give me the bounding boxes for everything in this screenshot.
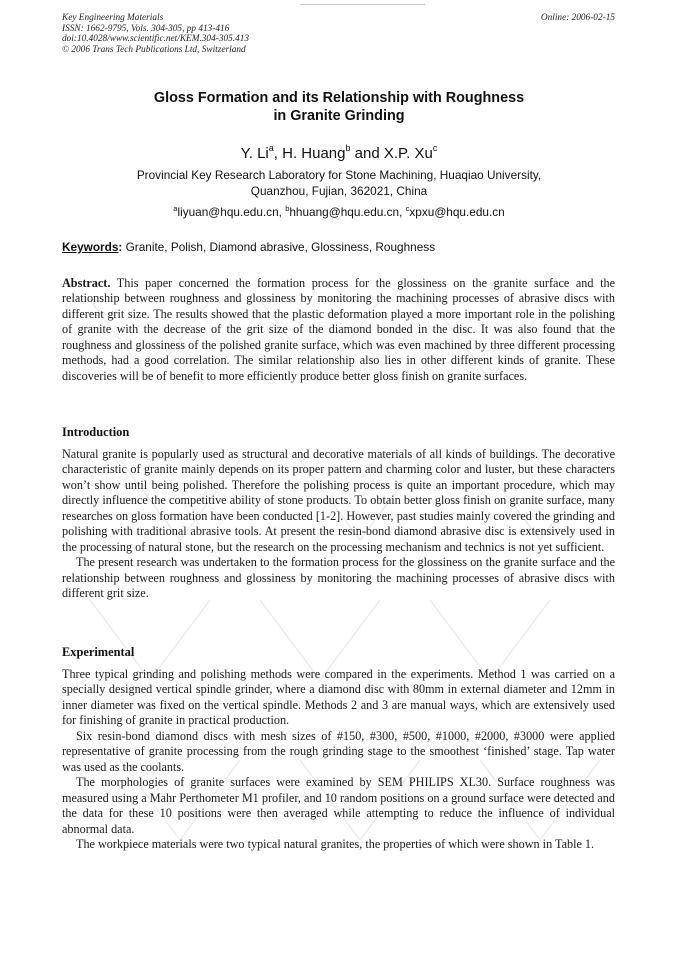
author-emails [60,205,618,219]
affil-mark: b [345,143,351,153]
paragraph: The morphologies of granite surfaces were examined by SEM PHILIPS XL30. Surface roughness was measured using a Mahr Perthometer M1 profiler, and 10 random positions on a ground surface were detected and the data for these 10 positions were then averaged while attempting to reduce the influence of individual abnormal data. [62,775,615,836]
author-name: Y. Li [240,145,269,162]
experimental-body [62,667,615,852]
paragraph: Three typical grinding and polishing methods were compared in the experiments. Method 1 was carried on a specially designed vertical spindle grinder, where a diamond disc with 80mm in external diameter and 12mm in inner diameter was fixed on the vertical spindle. Methods 2 and 3 are manual ways, which are extensively used for finishing of granite in practical production. [62,667,615,728]
email-mark: c [405,204,410,213]
introduction-body [62,447,615,602]
title-line-2: in Granite Grinding [273,108,405,124]
email-link[interactable]: hhuang@hqu.edu.cn, [289,205,406,219]
author-name: and X.P. Xu [350,145,433,162]
abstract-text: This paper concerned the formation process for the glossiness on the granite surface and the relationship between roughness and glossiness by monitoring the machining processes of abrasive discs with different grit size. The results showed that the plastic deformation played a more important role in the polishing of granite with the decrease of the grit size of the diamond bonded in the disc. It was also found that the roughness and glossiness of the polished granite surface, which was even machined by three different processing methods, had a good correlation. The similar relationship also lies in other different kinds of granite. These discoveries will be of benefit to more efficiently produce better gloss finish on granite surfaces. [62,276,615,383]
online-date: Online: 2006-02-15 [540,13,615,23]
keywords [62,240,622,254]
paragraph: The workpiece materials were two typical natural granites, the properties of which were shown in Table 1. [76,836,595,851]
journal-name: Key Engineering Materials [62,13,164,23]
introduction-heading: Introduction [62,425,130,439]
keywords-label: Keywords [62,240,119,254]
email-link[interactable]: xpxu@hqu.edu.cn [409,205,505,219]
email-mark: a [173,204,178,213]
author-name: , H. Huang [273,145,346,162]
affiliation [60,168,618,199]
abstract [62,276,615,384]
publication-info [62,13,249,55]
paper-title [60,89,618,125]
top-rule [300,4,425,5]
affil-mark: c [432,143,438,153]
paragraph: Natural granite is popularly used as structural and decorative materials of all kinds of buildings. The decorative characteristic of granite mainly depends on its proper pattern and charming color and luster, but these characters won’t show until being polished. Therefore the polishing process is quite an important procedure, which may directly influence the competitive ability of stone products. To obtain better gloss finish on granite surface, many researches on gloss formation have been conducted [1-2]. However, past studies mainly covered the grinding and polishing with traditional abrasive tools. At present the resin-bond diamond abrasive disc is extensively used in the processing of natural stone, but the research on the processing mechanism and technics is not yet sufficient. [62,447,615,554]
paragraph: Six resin-bond diamond discs with mesh sizes of #150, #300, #500, #1000, #2000, #3000 were applied representative of granite processing from the rough grinding stage to the smoothest ‘finished’ stage. Tap water was used as the coolants. [62,728,615,774]
experimental-heading: Experimental [62,645,135,659]
keywords-colon: : [118,240,123,254]
abstract-label: Abstract. [62,276,111,290]
paragraph: The present research was undertaken to the formation process for the glossiness on the granite surface and the relationship between roughness and glossiness by monitoring the machining processes of abrasive discs with different grit size. [62,555,615,601]
copyright-line: © 2006 Trans Tech Publications Ltd, Switzerland [62,44,246,55]
affiliation-line-2: Quanzhou, Fujian, 362021, China [250,183,428,198]
email-link[interactable]: liyuan@hqu.edu.cn, [177,205,286,219]
title-line-1: Gloss Formation and its Relationship with Roughness [153,90,525,106]
author-list [60,145,618,162]
affil-mark: a [268,143,274,153]
keywords-text: Granite, Polish, Diamond abrasive, Glossiness, Roughness [122,240,436,254]
email-mark: b [285,204,290,213]
issn-line: ISSN: 1662-9795, Vols. 304-305, pp 413-416 [62,23,230,34]
doi-link[interactable]: doi:10.4028/www.scientific.net/KEM.304-305.413 [62,34,250,45]
affiliation-line-1: Provincial Key Research Laboratory for Stone Machining, Huaqiao University, [136,168,542,182]
